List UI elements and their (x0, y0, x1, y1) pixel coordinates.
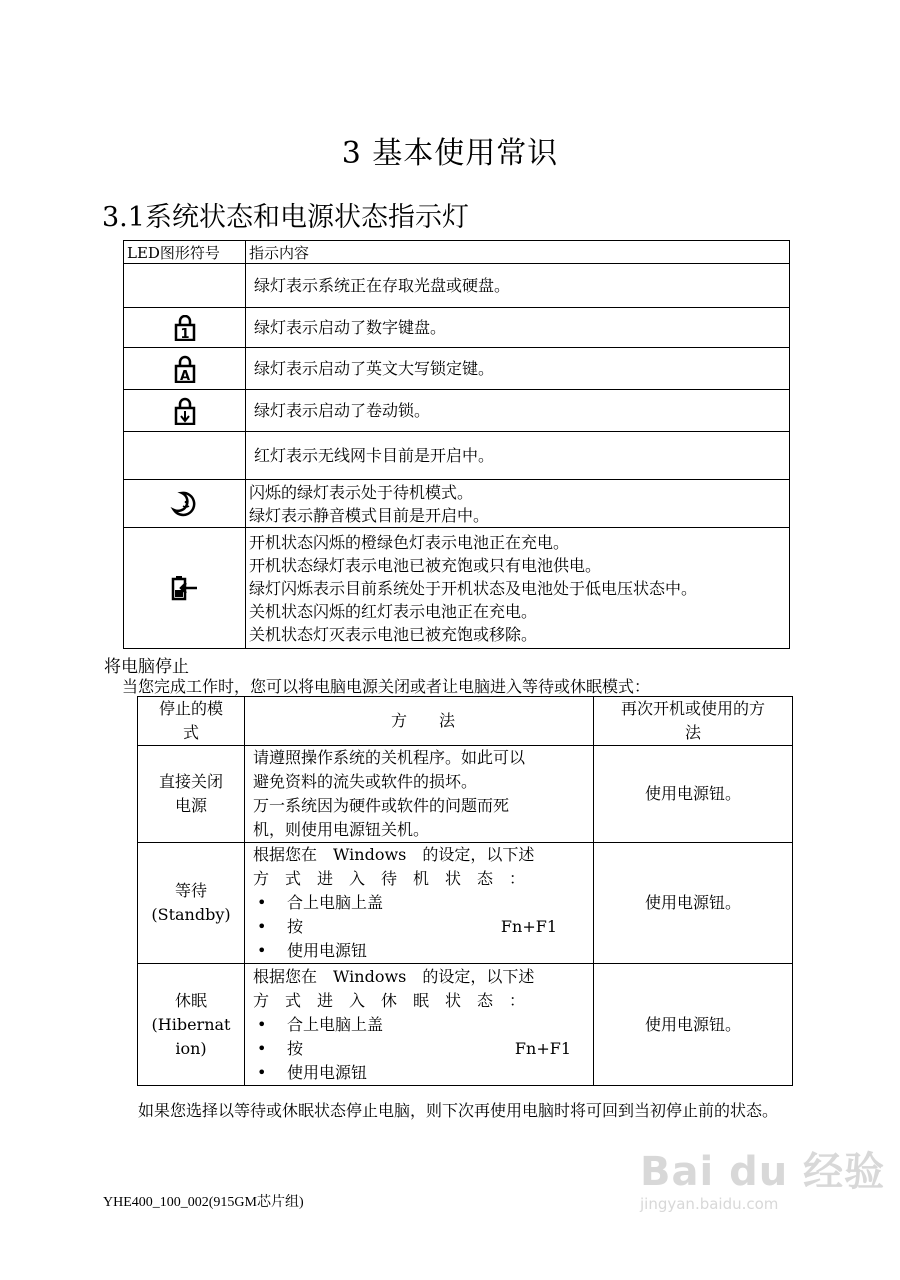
watermark-url: jingyan.baidu.com (640, 1195, 779, 1213)
header-indication: 指示内容 (246, 241, 790, 264)
bullet-item: • 合上电脑上盖 (253, 891, 593, 915)
description-line: 绿灯表示静音模式目前是开启中。 (249, 505, 490, 525)
method-line: 请遵照操作系统的关机程序。如此可以 (253, 748, 526, 767)
closing-paragraph: 如果您选择以等待或休眠状态停止电脑，则下次再使用电脑时将可回到当初停止前的状态。 (138, 1101, 779, 1120)
led-description (246, 528, 790, 649)
header-mode (138, 697, 245, 746)
led-description (246, 308, 790, 348)
led-icon-cell (124, 308, 246, 348)
table-header-row (138, 697, 793, 746)
header-method: 方 法 (245, 697, 594, 746)
mode-cell (138, 843, 245, 964)
description-line: 红灯表示无线网卡目前是开启中。 (254, 446, 495, 465)
mode-line: (Standby) (151, 905, 231, 924)
description-line: 绿灯表示启动了卷动锁。 (254, 401, 431, 420)
chapter-title: 3 基本使用常识 (341, 136, 559, 171)
stop-heading: 将电脑停止 (104, 657, 189, 677)
section-title: 3.1系统状态和电源状态指示灯 (102, 202, 469, 233)
method-cell (245, 746, 594, 843)
mode-line: 休眠 (174, 990, 207, 1010)
mode-line: 等待 (174, 881, 207, 900)
led-icon-cell (124, 264, 246, 308)
bullet-text: 合上电脑上盖 (287, 1014, 384, 1034)
led-icon-cell (124, 480, 246, 528)
mode-cell (138, 746, 245, 843)
led-description (246, 432, 790, 480)
method-line: 万一系统因为硬件或软件的问题而死 (253, 796, 510, 815)
header-led-symbol: LED图形符号 (124, 241, 246, 264)
table-row (124, 528, 790, 649)
table-header-row (124, 241, 790, 264)
description-line: 绿灯闪烁表示目前系统处于开机状态及电池处于低电压状态中。 (249, 578, 698, 598)
description-line: 开机状态闪烁的橙绿色灯表示电池正在充电。 (249, 532, 570, 552)
header-line: 停止的模 (158, 699, 223, 718)
led-icon-cell (124, 390, 246, 432)
led-indicator-table (123, 240, 790, 649)
mode-line: 电源 (174, 796, 207, 815)
led-icon-cell (124, 348, 246, 390)
led-icon-cell (124, 432, 246, 480)
method-line: 根据您在 Windows 的设定，以下述 (253, 845, 535, 864)
restart-cell: 使用电源钮。 (594, 746, 793, 843)
description-line: 绿灯表示启动了数字键盘。 (254, 318, 447, 337)
stop-intro: 当您完成工作时，您可以将电脑电源关闭或者让电脑进入等待或休眠模式： (122, 677, 651, 696)
bullet-item: • 按 Fn+F1 (253, 915, 593, 939)
table-row (124, 348, 790, 390)
bullet-text: 合上电脑上盖 (287, 893, 384, 912)
bullet-text: 使用电源钮 (287, 941, 368, 960)
svg-text:A: A (179, 368, 190, 383)
table-row (124, 432, 790, 480)
description-line: 关机状态灯灭表示电池已被充饱或移除。 (249, 624, 538, 644)
footer-doc-id: YHE400_100_002(915GM芯片组) (103, 1195, 304, 1210)
led-description (246, 480, 790, 528)
mode-line: 直接关闭 (158, 772, 223, 791)
table-row (138, 843, 793, 964)
table-row (124, 390, 790, 432)
bullet-text: 按 (287, 1038, 304, 1058)
description-line: 闪烁的绿灯表示处于待机模式。 (249, 482, 474, 502)
bullet-item: • 按 Fn+F1 (253, 1037, 593, 1061)
battery-charge-icon (171, 574, 199, 602)
key-combo: Fn+F1 (500, 917, 557, 936)
table-row (138, 964, 793, 1086)
led-description (246, 348, 790, 390)
method-line: 机，则使用电源钮关机。 (253, 820, 430, 839)
svg-text:1: 1 (179, 326, 190, 341)
watermark-brand: Bai du 经验 (640, 1149, 886, 1195)
mode-cell (138, 964, 245, 1086)
scroll-lock-icon (174, 397, 196, 425)
header-restart (594, 697, 793, 746)
caps-lock-icon (174, 355, 196, 383)
num-lock-icon (174, 315, 196, 341)
mode-line: (Hibernat (151, 1014, 231, 1034)
description-line: 关机状态闪烁的红灯表示电池正在充电。 (249, 601, 538, 621)
description-line: 开机状态绿灯表示电池已被充饱或只有电池供电。 (249, 555, 602, 575)
led-description (246, 264, 790, 308)
table-row (124, 264, 790, 308)
watermark (640, 1140, 885, 1213)
key-combo: Fn+F1 (514, 1038, 571, 1058)
led-icon-cell (124, 528, 246, 649)
bullet-item: • 使用电源钮 (253, 1061, 593, 1085)
bullet-item: • 合上电脑上盖 (253, 1013, 593, 1037)
method-cell (245, 843, 594, 964)
stop-mode-table (137, 696, 793, 1086)
restart-cell: 使用电源钮。 (594, 964, 793, 1086)
table-row (124, 308, 790, 348)
method-cell (245, 964, 594, 1086)
header-line: 式 (182, 723, 199, 742)
header-line: 再次开机或使用的方 (620, 699, 765, 718)
description-line: 绿灯表示系统正在存取光盘或硬盘。 (254, 276, 511, 295)
mode-line: ion) (175, 1038, 207, 1058)
bullet-item: • 使用电源钮 (253, 939, 593, 963)
method-line: 方 式 进 入 休 眠 状 态 ： (253, 990, 526, 1010)
method-line: 方 式 进 入 待 机 状 态 ： (253, 869, 526, 888)
led-description (246, 390, 790, 432)
bullet-text: 按 (287, 917, 304, 936)
bullet-text: 使用电源钮 (287, 1062, 368, 1082)
restart-cell: 使用电源钮。 (594, 843, 793, 964)
standby-moon-icon (170, 490, 200, 518)
header-line: 法 (684, 723, 701, 742)
table-row (138, 746, 793, 843)
method-line: 根据您在 Windows 的设定，以下述 (253, 966, 535, 986)
description-line: 绿灯表示启动了英文大写锁定键。 (254, 359, 495, 378)
table-row (124, 480, 790, 528)
method-line: 避免资料的流失或软件的损坏。 (253, 772, 478, 791)
